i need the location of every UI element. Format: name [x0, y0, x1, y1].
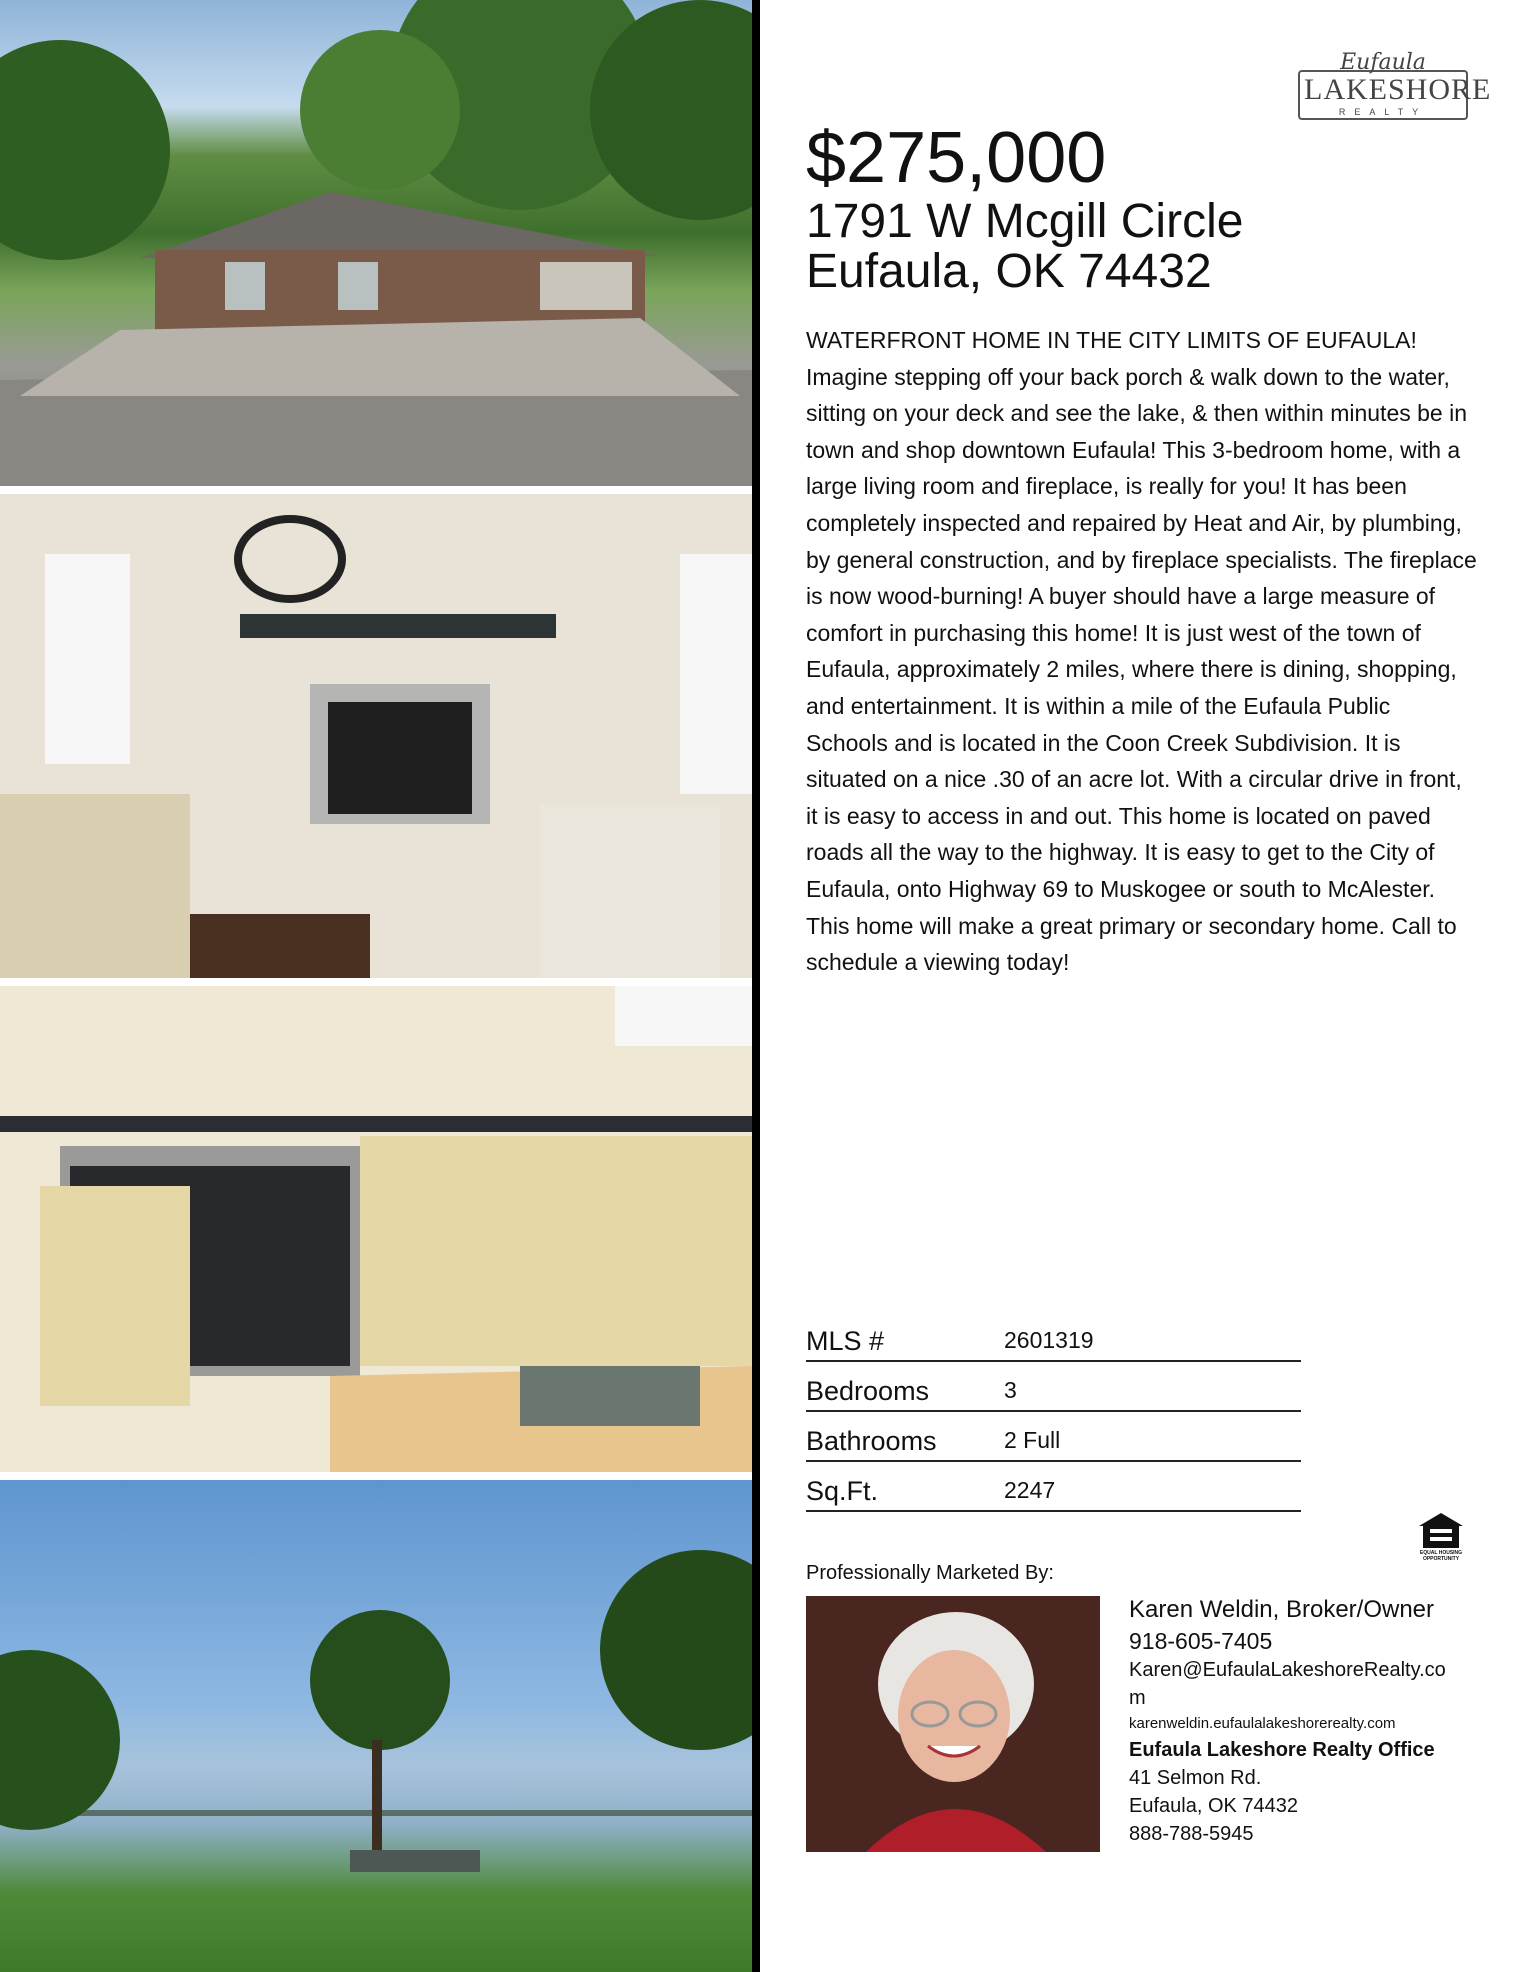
fact-label: Bedrooms	[806, 1376, 930, 1406]
office-name: Eufaula Lakeshore Realty Office	[1129, 1739, 1435, 1761]
agent-email-wrap[interactable]: m	[1129, 1687, 1146, 1709]
fact-value: 2247	[1004, 1477, 1056, 1503]
lake-view-photo	[0, 1480, 752, 1972]
agent-email[interactable]: Karen@EufaulaLakeshoreRealty.co	[1129, 1659, 1446, 1681]
listing-description: WATERFRONT HOME IN THE CITY LIMITS OF EUFAULA! Imagine stepping off your back porch & walk down to the water, sitting on your deck and see the lake, & then within minutes be in town and shop downtown Eufaula! This 3-bedroom home, with a large living room and fireplace, is really for you! It has been completely inspected and repaired by Heat and Air, by plumbing, by general construction, and by fireplace specialists. The fireplace is now wood-burning! A buyer should have a large measure of comfort in purchasing this home! It is just west of the town of Eufaula, approximately 2 miles, where there is dining, shopping, and entertainment. It is within a mile of the Eufaula Public Schools and is located in the Coon Creek Subdivision. It is situated on a nice .30 of an acre lot. With a circular drive in front, it is easy to access in and out. This home is located on paved roads all the way to the highway. It is easy to get to the City of Eufaula, onto Highway 69 to Muskogee or south to McAlester. This home will make a great primary or secondary home. Call to schedule a viewing today!	[806, 327, 1477, 976]
living-room-photo	[0, 494, 752, 978]
listing-price: $275,000	[806, 118, 1107, 198]
fact-row-bedrooms	[806, 1362, 1301, 1412]
fact-row-sqft	[806, 1462, 1301, 1512]
fact-label: Sq.Ft.	[806, 1476, 879, 1506]
equal-housing-icon	[1418, 1512, 1464, 1560]
lakeshore-realty-logo	[1298, 50, 1492, 122]
logo-sub: REALTY	[1338, 107, 1428, 117]
agent-contact	[1129, 1594, 1489, 1848]
address-line-2: Eufaula, OK 74432	[806, 245, 1212, 298]
fact-value: 2 Full	[1004, 1427, 1061, 1453]
fact-row-bathrooms	[806, 1412, 1301, 1462]
fact-label: MLS #	[806, 1326, 885, 1356]
agent-name: Karen Weldin, Broker/Owner	[1129, 1596, 1435, 1623]
marketed-by-label: Professionally Marketed By:	[806, 1562, 1054, 1584]
column-divider	[752, 0, 760, 1972]
agent-website[interactable]: karenweldin.eufaulalakeshorerealty.com	[1129, 1715, 1396, 1732]
agent-phone[interactable]: 918-605-7405	[1129, 1628, 1273, 1654]
logo-brand: LAKESHORE	[1304, 73, 1492, 106]
office-phone[interactable]: 888-788-5945	[1129, 1823, 1254, 1845]
fact-value: 2601319	[1004, 1327, 1094, 1353]
equal-housing-text: EQUAL HOUSING OPPORTUNITY	[1419, 1550, 1463, 1562]
office-street: 41 Selmon Rd.	[1129, 1767, 1262, 1789]
address-line-1: 1791 W Mcgill Circle	[806, 195, 1244, 248]
logo-script: Eufaula	[1340, 50, 1426, 75]
agent-photo	[806, 1596, 1100, 1852]
fact-value: 3	[1004, 1377, 1017, 1403]
office-city: Eufaula, OK 74432	[1129, 1795, 1299, 1817]
property-facts-table	[806, 1312, 1301, 1512]
kitchen-photo	[0, 986, 752, 1472]
fact-label: Bathrooms	[806, 1426, 937, 1456]
fact-row-mls	[806, 1312, 1301, 1362]
exterior-photo	[0, 0, 752, 486]
